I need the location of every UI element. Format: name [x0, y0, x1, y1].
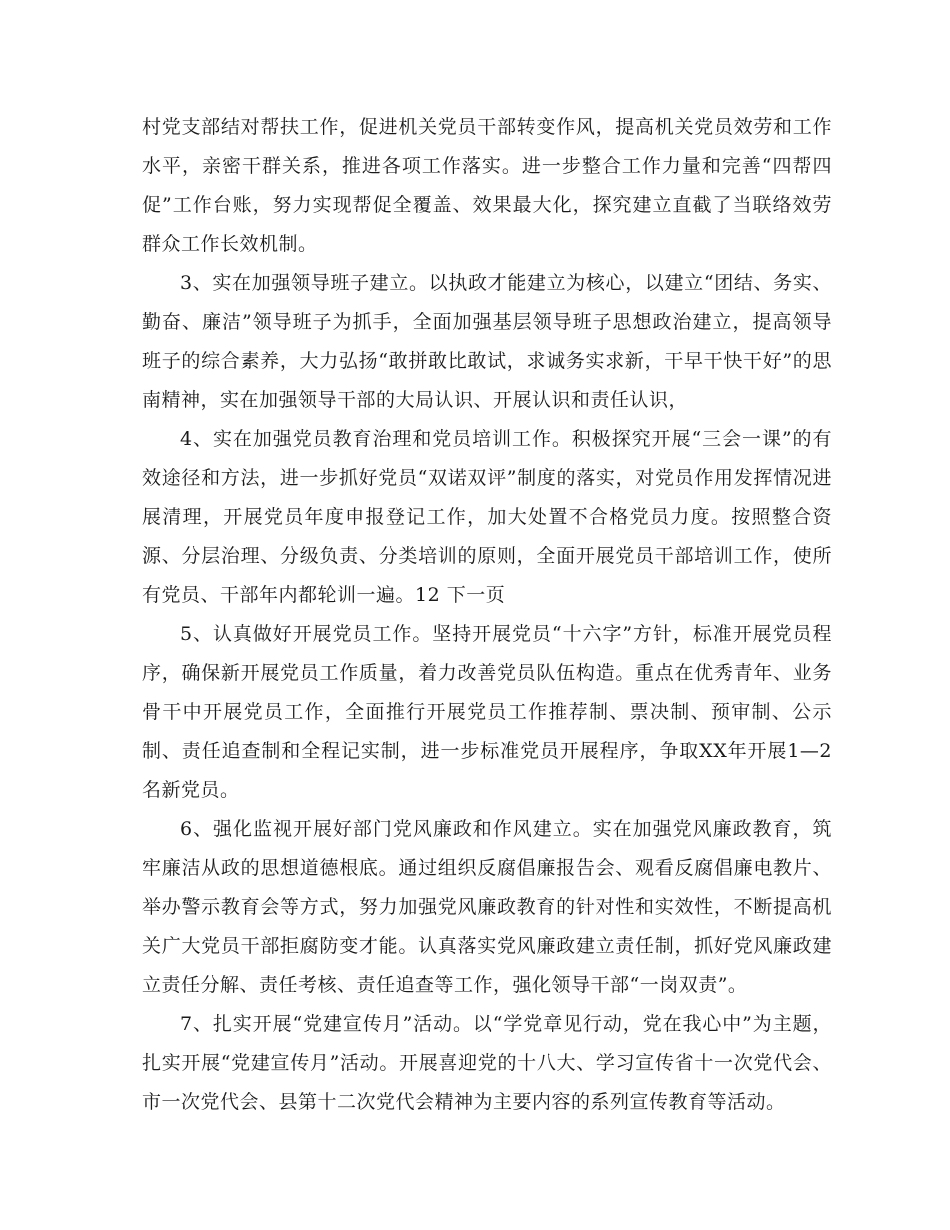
paragraph-item-4: 4、实在加强党员教育治理和党员培训工作。积极探究开展“三会一课”的有效途径和方法，进一步抓好党员“双诺双评”制度的落实，对党员作用发挥情况进展清理，开展党员年度申报登记工作，加大处置不合格党员力度。按照整合资源、分层治理、分级负责、分类培训的原则，全面开展党员干部培训工作，使所有党员、干部年内都轮训一遍。12 下一页	[142, 428, 832, 606]
paragraph-item-6: 6、强化监视开展好部门党风廉政和作风建立。实在加强党风廉政教育，筑牢廉洁从政的思想道德根底。通过组织反腐倡廉报告会、观看反腐倡廉电教片、举办警示教育会等方式，努力加强党风廉政教育的针对性和实效性，不断提高机关广大党员干部拒腐防变才能。认真落实党风廉政建立责任制，抓好党风廉政建立责任分解、责任考核、责任追查等工作，强化领导干部“一岗双责”。	[142, 818, 832, 996]
paragraph-continuation: 村党支部结对帮扶工作，促进机关党员干部转变作风，提高机关党员效劳和工作水平，亲密干群关系，推进各项工作落实。进一步整合工作力量和完善“四帮四促”工作台账，努力实现帮促全覆盖、效果最大化，探究建立直截了当联络效劳群众工作长效机制。	[142, 116, 832, 255]
document-body	[142, 108, 832, 1122]
paragraph-item-3: 3、实在加强领导班子建立。以执政才能建立为核心，以建立“团结、务实、勤奋、廉洁”领导班子为抓手，全面加强基层领导班子思想政治建立，提高领导班子的综合素养，大力弘扬“敢拼敢比敢试，求诚务实求新，干早干快干好”的思南精神，实在加强领导干部的大局认识、开展认识和责任认识，	[142, 272, 832, 411]
paragraph-item-5: 5、认真做好开展党员工作。坚持开展党员“十六字”方针，标准开展党员程序，确保新开展党员工作质量，着力改善党员队伍构造。重点在优秀青年、业务骨干中开展党员工作，全面推行开展党员工作推荐制、票决制、预审制、公示制、责任追查制和全程记实制，进一步标准党员开展程序，争取XX年开展1—2名新党员。	[142, 623, 832, 801]
paragraph-item-7: 7、扎实开展“党建宣传月”活动。以“学党章见行动，党在我心中”为主题，扎实开展“党建宣传月”活动。开展喜迎党的十八大、学习宣传省十一次党代会、市一次党代会、县第十二次党代会精神为主要内容的系列宣传教育等活动。	[142, 1013, 832, 1113]
